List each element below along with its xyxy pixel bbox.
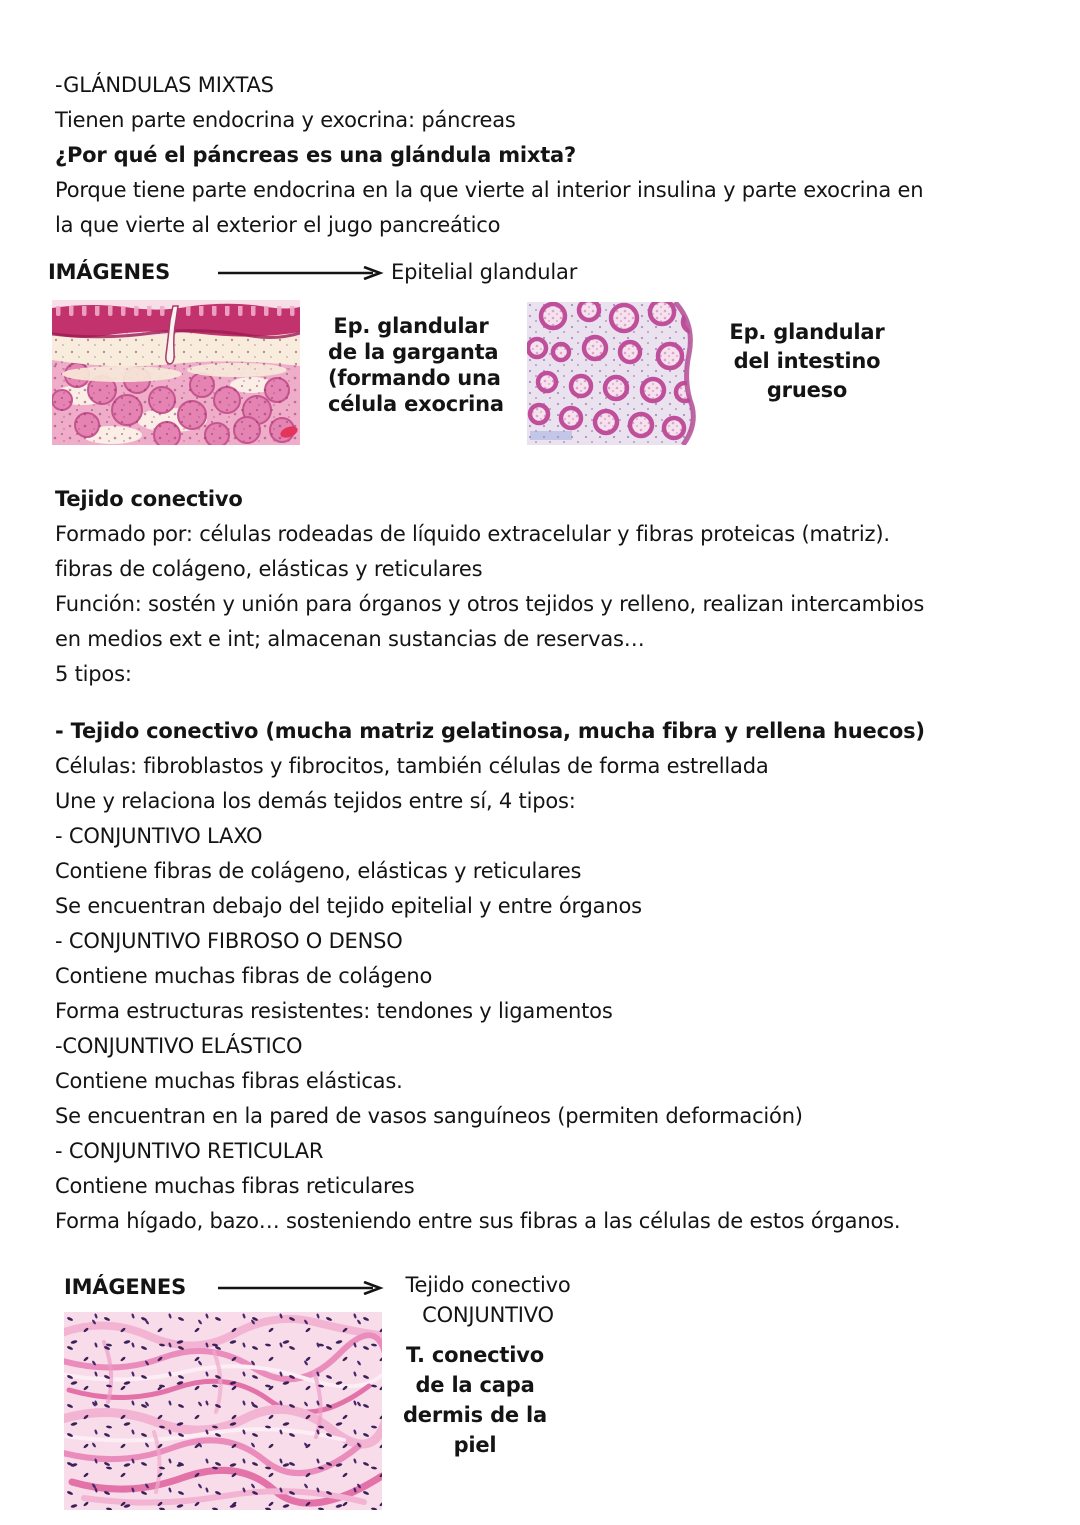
caption-line: dermis de la [402,1403,548,1427]
text-line: Tienen parte endocrina y exocrina: páncreas [55,108,516,132]
text-line: Forma hígado, bazo… sosteniendo entre sus fibras a las células de estos órganos. [55,1209,901,1233]
text-line: Forma estructuras resistentes: tendones y ligamentos [55,999,613,1023]
section-tipos-tejido-conectivo [55,714,925,1239]
text-line: Porque tiene parte endocrina en la que vierte al interior insulina y parte exocrina en [55,178,924,202]
caption-line: grueso [766,378,848,402]
caption-dermis-connective-tissue [390,1340,560,1460]
heading-tipos: - Tejido conectivo (mucha matriz gelatinosa, mucha fibra y rellena huecos) [55,719,925,743]
text-line: Formado por: células rodeadas de líquido extracelular y fibras proteicas (matriz). [55,522,890,546]
caption-line: célula exocrina [328,392,504,416]
text-line: - CONJUNTIVO RETICULAR [55,1139,324,1163]
caption-line: piel [453,1433,497,1457]
histology-image-throat-epithelium [52,300,300,445]
text-line: Función: sostén y unión para órganos y otros tejidos y relleno, realizan intercambios [55,592,925,616]
text-line: -CONJUNTIVO ELÁSTICO [55,1034,303,1058]
target-line: Tejido conectivo [405,1273,571,1297]
text-line: 5 tipos: [55,662,132,686]
caption-line: T. conectivo [406,1343,544,1367]
text-line: - CONJUNTIVO LAXO [55,824,263,848]
target-line: CONJUNTIVO [422,1303,554,1327]
heading-tejido-conectivo: Tejido conectivo [55,487,243,511]
caption-intestine-epithelium [722,318,892,405]
imagenes-label: IMÁGENES [64,1275,186,1299]
caption-line: Ep. glandular [729,320,885,344]
heading-glandulas-mixtas: -GLÁNDULAS MIXTAS [55,73,274,97]
long-right-arrow-icon [216,1281,386,1295]
caption-line: de la garganta [328,340,499,364]
imagenes-label: IMÁGENES [48,260,170,284]
text-line: fibras de colágeno, elásticas y reticulares [55,557,483,581]
histology-image-intestine-epithelium [527,302,710,445]
section-glandulas-mixtas [55,68,923,243]
text-line: Contiene muchas fibras de colágeno [55,964,433,988]
caption-line: de la capa [415,1373,535,1397]
caption-line: Ep. glandular [333,314,489,338]
caption-line: del intestino [733,349,881,373]
caption-line: (formando una [328,366,501,390]
text-line: Se encuentran en la pared de vasos sanguíneos (permiten deformación) [55,1104,803,1128]
arrow-target-label [393,1270,583,1330]
text-line: Se encuentran debajo del tejido epitelial y entre órganos [55,894,642,918]
long-right-arrow-icon [216,266,386,280]
section-tejido-conectivo [55,482,924,692]
text-line: Contiene muchas fibras reticulares [55,1174,415,1198]
question-line: ¿Por qué el páncreas es una glándula mixta? [55,143,577,167]
text-line: Contiene fibras de colágeno, elásticas y reticulares [55,859,582,883]
text-line: Contiene muchas fibras elásticas. [55,1069,403,1093]
text-line: Células: fibroblastos y fibrocitos, también células de forma estrellada [55,754,769,778]
text-line: - CONJUNTIVO FIBROSO O DENSO [55,929,403,953]
text-line: Une y relaciona los demás tejidos entre sí, 4 tipos: [55,789,576,813]
text-line: en medios ext e int; almacenan sustancias de reservas… [55,627,645,651]
caption-throat-epithelium [328,313,504,417]
histology-image-dermis-connective-tissue [64,1312,382,1510]
arrow-target-label: Epitelial glandular [391,260,578,284]
text-line: la que vierte al exterior el jugo pancreático [55,213,501,237]
